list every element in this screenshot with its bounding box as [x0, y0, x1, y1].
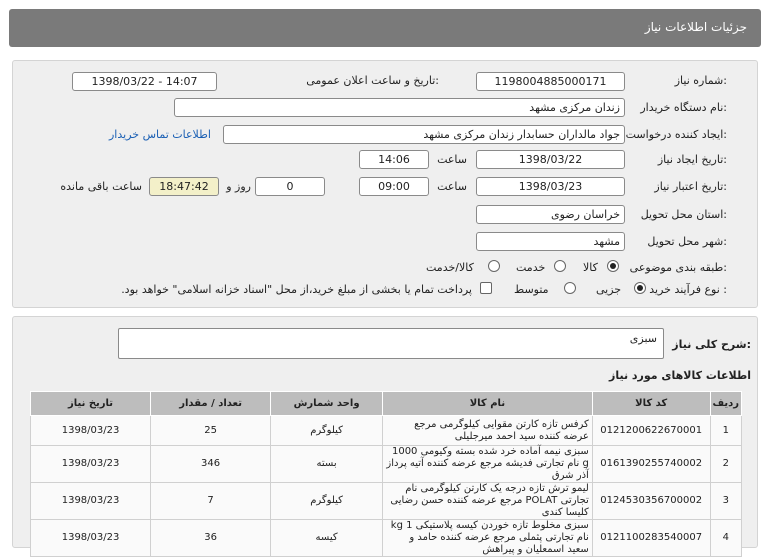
- buyer-contact-link[interactable]: اطلاعات تماس خریدار: [109, 128, 211, 141]
- created-time-label: ساعت: [437, 153, 467, 166]
- row-number: 3: [710, 483, 741, 520]
- valid-time-label: ساعت: [437, 180, 467, 193]
- valid-date-label: تاریخ اعتبار نیاز:: [654, 180, 727, 193]
- table-row[interactable]: [31, 483, 742, 520]
- created-date-field: 1398/03/22: [476, 150, 625, 169]
- category-goods-radio[interactable]: [607, 260, 619, 272]
- buyer-org-field: زندان مرکزی مشهد: [174, 98, 625, 117]
- category-both-label: کالا/خدمت: [426, 261, 474, 274]
- category-label: طبقه بندی موضوعی:: [629, 261, 727, 274]
- item-name: سبزی مخلوط تازه خوردن کیسه پلاستیکی 1 kg نام تجارتی پثملی مرجع عرضه کننده حامد و سعید اسمعلیان و پیراهش: [383, 520, 593, 557]
- province-label: استان محل تحویل:: [640, 208, 727, 221]
- item-name: لیمو ترش تازه درجه یک کارتن کیلوگرمی نام تجارتی POLAT مرجع عرضه کننده حسن رضایی کلیسا کندی: [383, 483, 593, 520]
- province-field: خراسان رضوی: [476, 205, 625, 224]
- col-name-header: نام کالا: [383, 392, 593, 416]
- items-section-title: اطلاعات کالاهای مورد نیاز: [609, 369, 751, 382]
- page-header: [9, 9, 761, 47]
- purchase-minor-label: جزیی: [596, 283, 622, 296]
- col-code-header: کد کالا: [592, 392, 710, 416]
- valid-date-field: 1398/03/23: [476, 177, 625, 196]
- col-row-header: ردیف: [710, 392, 741, 416]
- created-date-label: تاریخ ایجاد نیاز:: [657, 153, 727, 166]
- item-unit: کیلوگرم: [271, 483, 383, 520]
- table-row[interactable]: [31, 446, 742, 483]
- treasury-payment-note: پرداخت تمام یا بخشی از مبلغ خرید،از محل "اسناد خزانه اسلامی" خواهد بود.: [121, 283, 472, 296]
- created-time-field: 14:06: [359, 150, 429, 169]
- row-number: 2: [710, 446, 741, 483]
- purchase-type-label: نوع فرآیند خرید :: [649, 283, 727, 296]
- table-row[interactable]: [31, 416, 742, 446]
- items-header-row: [31, 392, 742, 416]
- item-date: 1398/03/23: [31, 520, 151, 557]
- purchase-medium-radio[interactable]: [564, 282, 576, 294]
- requester-field: جواد مالداران حسابدار زندان مرکزی مشهد: [223, 125, 625, 144]
- need-number-field: 1198004885000171: [476, 72, 625, 91]
- days-label: روز و: [226, 180, 251, 193]
- item-name: کرفس تازه کارتن مقوایی کیلوگرمی مرجع عرضه کننده سید احمد میرجلیلی: [383, 416, 593, 446]
- item-code: 0161390255740002: [592, 446, 710, 483]
- announce-field: 1398/03/22 - 14:07: [72, 72, 217, 91]
- days-field: 0: [255, 177, 325, 196]
- requester-label: ایجاد کننده درخواست:: [625, 128, 727, 141]
- buyer-org-label: نام دستگاه خریدار:: [640, 101, 727, 114]
- description-label: شرح کلی نیاز:: [672, 338, 751, 351]
- valid-time-field: 09:00: [359, 177, 429, 196]
- category-service-label: خدمت: [516, 261, 546, 274]
- item-qty: 36: [151, 520, 271, 557]
- item-code: 0121100283540007: [592, 520, 710, 557]
- item-qty: 7: [151, 483, 271, 520]
- item-qty: 25: [151, 416, 271, 446]
- purchase-medium-label: متوسط: [514, 283, 549, 296]
- category-service-radio[interactable]: [554, 260, 566, 272]
- treasury-payment-checkbox[interactable]: [480, 282, 492, 294]
- purchase-minor-radio[interactable]: [634, 282, 646, 294]
- city-field: مشهد: [476, 232, 625, 251]
- table-row[interactable]: [31, 520, 742, 557]
- category-both-radio[interactable]: [488, 260, 500, 272]
- description-field: سبزی: [118, 328, 664, 359]
- announce-label: تاریخ و ساعت اعلان عمومی:: [306, 74, 439, 87]
- col-date-header: تاریخ نیاز: [31, 392, 151, 416]
- category-goods-label: کالا: [583, 261, 598, 274]
- remaining-time-field: 18:47:42: [149, 177, 219, 196]
- description-panel: [12, 316, 758, 555]
- need-number-label: شماره نیاز:: [674, 74, 727, 87]
- items-table: [30, 391, 742, 557]
- need-info-panel: [12, 60, 758, 308]
- item-unit: کیسه: [271, 520, 383, 557]
- item-code: 0121200622670001: [592, 416, 710, 446]
- item-unit: بسته: [271, 446, 383, 483]
- item-date: 1398/03/23: [31, 416, 151, 446]
- remaining-label: ساعت باقی مانده: [60, 180, 142, 193]
- row-number: 1: [710, 416, 741, 446]
- item-unit: کیلوگرم: [271, 416, 383, 446]
- item-date: 1398/03/23: [31, 483, 151, 520]
- item-date: 1398/03/23: [31, 446, 151, 483]
- item-name: سبزی نیمه آماده خرد شده بسته وکیومی 1000 g نام تجارتی فدیشه مرجع عرضه کننده آتیه پرداز آذر شرق: [383, 446, 593, 483]
- col-qty-header: تعداد / مقدار: [151, 392, 271, 416]
- row-number: 4: [710, 520, 741, 557]
- item-qty: 346: [151, 446, 271, 483]
- col-unit-header: واحد شمارش: [271, 392, 383, 416]
- item-code: 0124530356700002: [592, 483, 710, 520]
- city-label: شهر محل تحویل:: [647, 235, 727, 248]
- page-title: جزئیات اطلاعات نیاز: [644, 20, 747, 34]
